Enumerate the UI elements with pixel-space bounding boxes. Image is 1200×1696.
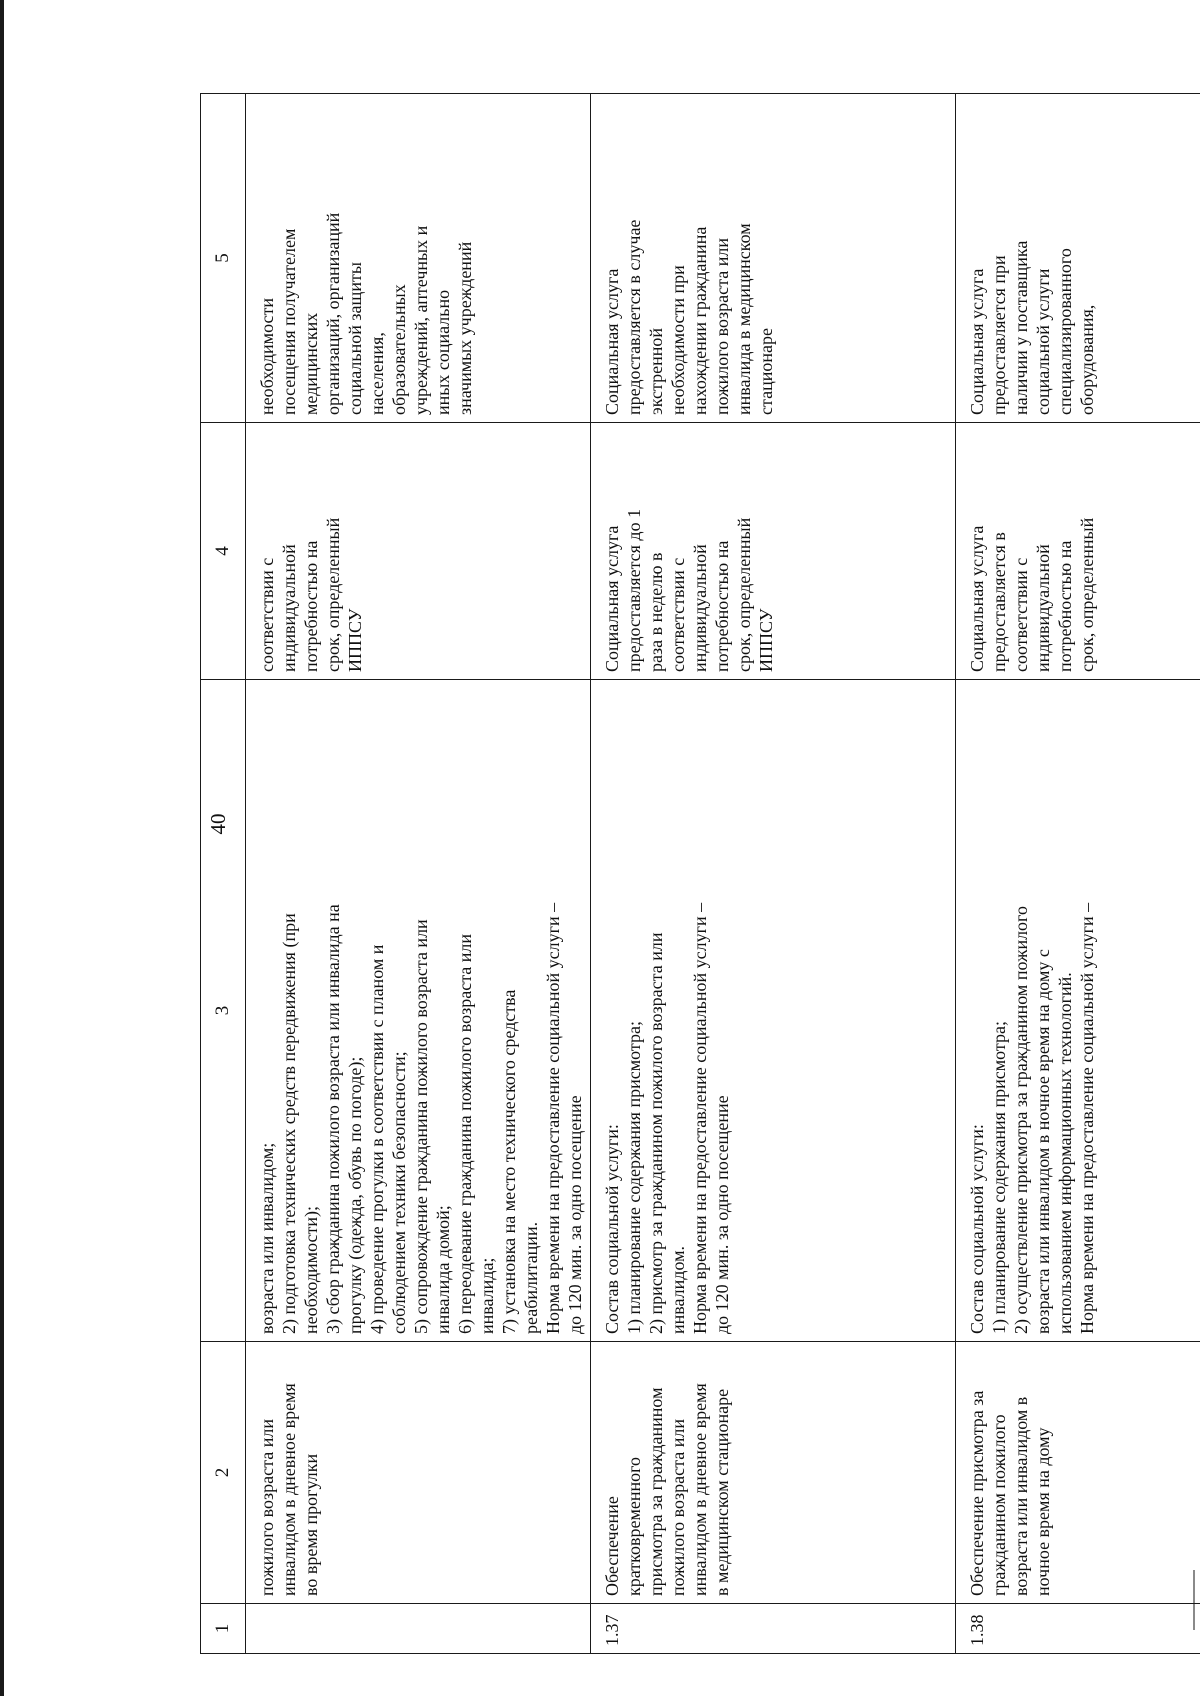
cell-text-line: в медицинском стационаре	[712, 1388, 732, 1596]
cell-text-line: 3) сбор гражданина пожилого возраста или инвалида на	[323, 904, 343, 1334]
cell-text-line: инвалида домой;	[433, 1205, 453, 1334]
service-frequency-cell	[591, 423, 956, 680]
cell-text-line: оборудования,	[1077, 304, 1097, 415]
table-row	[591, 94, 956, 1654]
service-frequency-cell	[246, 423, 591, 680]
rotated-table-sheet	[200, 94, 1200, 1654]
cell-text-line: социальной услуги	[1033, 268, 1053, 415]
service-frequency-cell	[956, 423, 1200, 680]
cell-text-line: организаций, организаций	[323, 212, 343, 415]
cell-text-line: 2) подготовка технических средств передвижения (при	[279, 913, 299, 1334]
cell-text-line: Норма времени на предоставление социальной услуги –	[690, 902, 710, 1334]
cell-text-line: индивидуальной	[690, 544, 710, 672]
cell-text-line: Социальная услуга	[967, 525, 987, 672]
service-conditions-cell	[956, 94, 1200, 423]
cell-text-line: срок, определенный	[734, 517, 754, 672]
cell-text-line: прогулку (одежда, обувь по погоде);	[345, 1056, 365, 1334]
cell-text-line: до 120 мин. за одно посещение	[712, 1095, 732, 1334]
cell-text-line: во время прогулки	[301, 1453, 321, 1596]
cell-text-line: Социальная услуга	[967, 268, 987, 415]
cell-text-line: Социальная услуга	[602, 268, 622, 415]
cell-text-line: кратковременного	[624, 1456, 644, 1596]
cell-text-line: срок, определенный	[323, 517, 343, 672]
cell-text-line: 2) осуществление присмотра за гражданином пожилого	[1011, 906, 1031, 1334]
cell-text-line: инвалида в медицинском	[734, 223, 754, 415]
header-col-1: 1	[201, 1604, 246, 1654]
cell-text-line: специализированного	[1055, 248, 1075, 415]
cell-text-line: Норма времени на предоставление социальной услуги –	[1077, 902, 1097, 1334]
cell-text-line: раза в неделю в	[646, 552, 666, 672]
cell-text-line: необходимости	[257, 297, 277, 415]
cell-text-line: 5) сопровождение гражданина пожилого возраста или	[411, 919, 431, 1334]
service-conditions-cell	[246, 94, 591, 423]
cell-text-line: инвалидом.	[668, 1246, 688, 1334]
cell-text-line: предоставляется в	[989, 532, 1009, 672]
service-conditions-cell	[591, 94, 956, 423]
page-number: 40	[206, 813, 230, 835]
service-number-cell	[246, 1604, 591, 1654]
service-name-cell	[956, 1342, 1200, 1604]
cell-text-line: посещения получателем	[279, 228, 299, 415]
header-col-4: 4	[201, 423, 246, 680]
cell-text-line: предоставляется в случае	[624, 219, 644, 415]
cell-text-line: предоставляется при	[989, 255, 1009, 415]
cell-text-line: соблюдением техники безопасности;	[389, 1051, 409, 1334]
cell-text-line: Состав социальной услуги:	[967, 1124, 987, 1334]
cell-text-line: инвалида;	[477, 1257, 497, 1334]
cell-text-line: соответствии с	[668, 557, 688, 672]
cell-text-line: необходимости);	[301, 1205, 321, 1334]
cell-text-line: предоставляется до 1	[624, 508, 644, 672]
cell-text-line: необходимости при	[668, 265, 688, 415]
service-number-cell: 1.37	[591, 1604, 956, 1654]
cell-text-line: 4) проведение прогулки в соответствии с планом и	[367, 944, 387, 1334]
cell-text-line: ночное время на дому	[1033, 1427, 1053, 1596]
cell-text-line: медицинских	[301, 312, 321, 415]
cell-text-line: 2) присмотр за гражданином пожилого возраста или	[646, 932, 666, 1334]
cell-text-line: образовательных	[389, 284, 409, 415]
cell-text-line: Норма времени на предоставление социальной услуги –	[543, 902, 563, 1334]
cell-text-line: до 120 мин. за одно посещение	[565, 1095, 585, 1334]
header-col-2: 2	[201, 1342, 246, 1604]
cell-text-line: пожилого возраста или	[257, 1419, 277, 1596]
cell-text-line: потребностью на	[301, 540, 321, 672]
table-row	[956, 94, 1200, 1654]
cell-text-line: 1) планирование содержания присмотра;	[989, 1021, 1009, 1334]
cell-text-line: возраста или инвалидом;	[257, 1142, 277, 1334]
cell-text-line: иных социально	[433, 289, 453, 415]
service-content-cell	[591, 680, 956, 1342]
cell-text-line: социальной защиты	[345, 262, 365, 415]
cell-text-line: нахождении гражданина	[690, 226, 710, 415]
cell-text-line: потребностью на	[1055, 540, 1075, 672]
table-row	[246, 94, 591, 1654]
cell-text-line: инвалидом в дневное время	[690, 1383, 710, 1596]
cell-text-line: 7) установка на место технического средства	[499, 989, 519, 1334]
cell-text-line: возраста или инвалидом в	[1011, 1396, 1031, 1596]
cell-text-line: ИППСУ	[756, 608, 776, 672]
service-content-cell	[956, 680, 1200, 1342]
cell-text-line: реабилитации.	[521, 1221, 541, 1334]
cell-text-line: наличии у поставщика	[1011, 240, 1031, 415]
cell-text-line: пожилого возраста или	[712, 238, 732, 415]
cell-text-line: присмотра за гражданином	[646, 1387, 666, 1596]
cell-text-line: соответствии с	[257, 557, 277, 672]
service-number-cell: 1.38	[956, 1604, 1200, 1654]
cell-text-line: Социальная услуга	[602, 525, 622, 672]
cell-text-line: ИППСУ	[345, 608, 365, 672]
service-content-cell	[246, 680, 591, 1342]
service-name-cell	[246, 1342, 591, 1604]
cell-text-line: учреждений, аптечных и	[411, 225, 431, 415]
cell-text-line: потребностью на	[712, 540, 732, 672]
header-col-3: 3	[201, 680, 246, 1342]
table-header-row	[201, 94, 246, 1654]
cell-text-line: гражданином пожилого	[989, 1414, 1009, 1596]
cell-text-line: экстренной	[646, 328, 666, 415]
services-table	[200, 93, 1200, 1654]
service-name-cell	[591, 1342, 956, 1604]
scan-left-edge	[0, 0, 4, 1696]
cell-text-line: срок, определенный	[1077, 517, 1097, 672]
cell-text-line: индивидуальной	[1033, 544, 1053, 672]
cell-text-line: населения,	[367, 332, 387, 415]
cell-text-line: 1) планирование содержания присмотра;	[624, 1021, 644, 1334]
header-col-5: 5	[201, 94, 246, 423]
cell-text-line: возраста или инвалидом в ночное время на дому с	[1033, 949, 1053, 1334]
cell-text-line: Обеспечение присмотра за	[967, 1390, 987, 1596]
cell-text-line: Состав социальной услуги:	[602, 1124, 622, 1334]
cell-text-line: использованием информационных технологий.	[1055, 972, 1075, 1334]
cell-text-line: стационаре	[756, 328, 776, 415]
cell-text-line: пожилого возраста или	[668, 1419, 688, 1596]
cell-text-line: 6) переодевание гражданина пожилого возраста или	[455, 933, 475, 1334]
cell-text-line: значимых учреждений	[455, 241, 475, 415]
cell-text-line: инвалидом в дневное время	[279, 1383, 299, 1596]
cell-text-line: индивидуальной	[279, 544, 299, 672]
cell-text-line: соответствии с	[1011, 557, 1031, 672]
cell-text-line: Обеспечение	[602, 1496, 622, 1596]
